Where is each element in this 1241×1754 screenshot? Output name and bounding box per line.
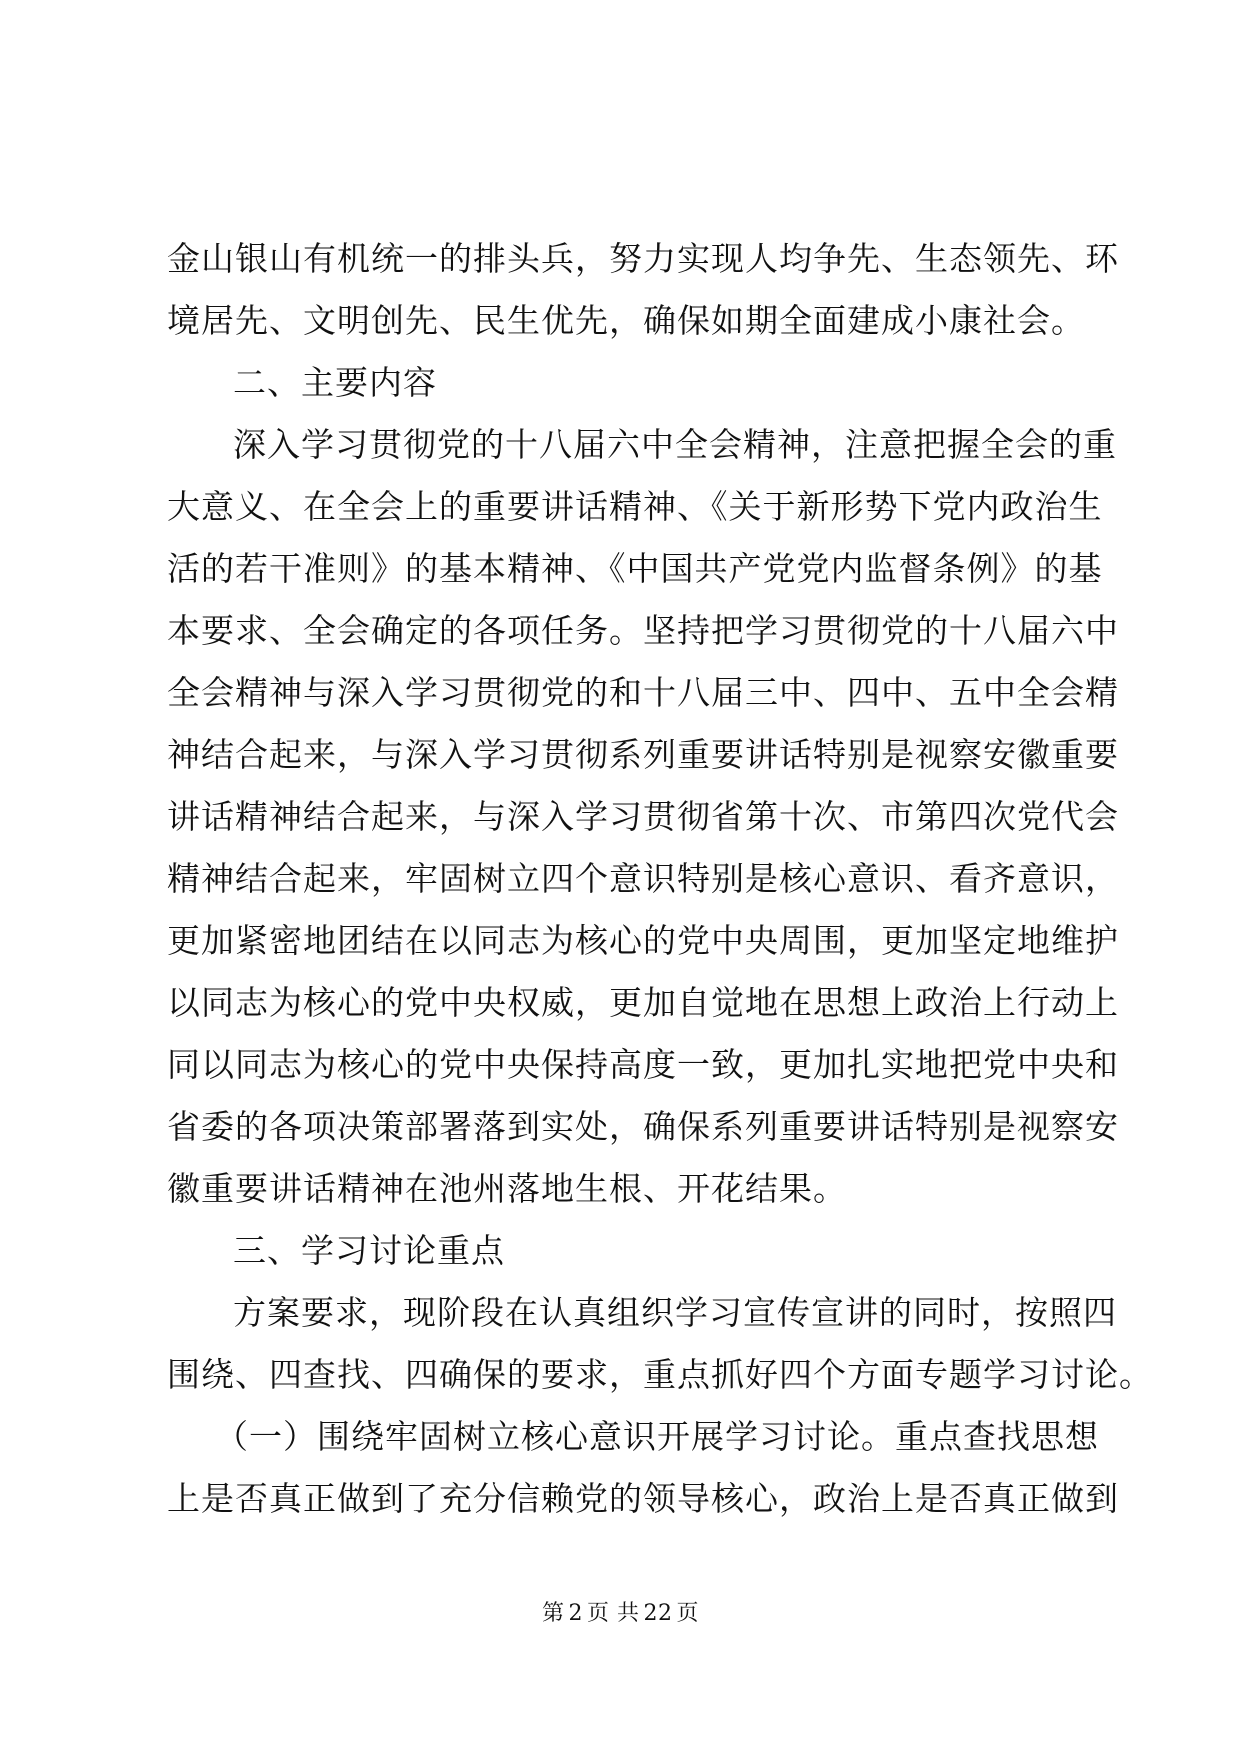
- text-line: 围绕、四查找、四确保的要求，重点抓好四个方面专题学习讨论。: [167, 1355, 1153, 1394]
- section-heading: 二、主要内容: [233, 363, 437, 402]
- text-line: 方案要求，现阶段在认真组织学习宣传宣讲的同时，按照四: [233, 1293, 1117, 1332]
- text-line: 以同志为核心的党中央权威，更加自觉地在思想上政治上行动上: [167, 983, 1119, 1022]
- text-line: 精神结合起来，牢固树立四个意识特别是核心意识、看齐意识，: [167, 859, 1119, 898]
- total-pages-number: 22: [643, 1601, 673, 1626]
- text-line: 本要求、全会确定的各项任务。坚持把学习贯彻党的十八届六中: [167, 611, 1119, 650]
- page-label-prefix: 第: [541, 1601, 565, 1626]
- text-line: 活的若干准则》的基本精神、《中国共产党党内监督条例》的基: [167, 549, 1103, 588]
- text-line: 更加紧密地团结在以同志为核心的党中央周围，更加坚定地维护: [167, 921, 1119, 960]
- text-line: 神结合起来，与深入学习贯彻系列重要讲话特别是视察安徽重要: [167, 735, 1119, 774]
- text-line: 省委的各项决策部署落到实处，确保系列重要讲话特别是视察安: [167, 1107, 1119, 1146]
- current-page-number: 2: [568, 1601, 583, 1626]
- text-line: 境居先、文明创先、民生优先，确保如期全面建成小康社会。: [167, 301, 1085, 340]
- page-footer: [0, 1596, 1241, 1627]
- document-body: [167, 228, 1153, 1530]
- text-line: 上是否真正做到了充分信赖党的领导核心，政治上是否真正做到: [167, 1479, 1119, 1518]
- page-label-suffix: 页: [676, 1601, 700, 1626]
- section-heading: 三、学习讨论重点: [233, 1231, 505, 1270]
- text-line: 大意义、在全会上的重要讲话精神、《关于新形势下党内政治生: [167, 487, 1103, 526]
- text-line: 全会精神与深入学习贯彻党的和十八届三中、四中、五中全会精: [167, 673, 1119, 712]
- text-line: 徽重要讲话精神在池州落地生根、开花结果。: [167, 1169, 847, 1208]
- text-line: 金山银山有机统一的排头兵，努力实现人均争先、生态领先、环: [167, 239, 1119, 278]
- text-line: 深入学习贯彻党的十八届六中全会精神，注意把握全会的重: [233, 425, 1117, 464]
- text-line: 讲话精神结合起来，与深入学习贯彻省第十次、市第四次党代会: [167, 797, 1119, 836]
- text-line: 同以同志为核心的党中央保持高度一致，更加扎实地把党中央和: [167, 1045, 1119, 1084]
- subsection-paragraph: （一）围绕牢固树立核心意识开展学习讨论。重点查找思想: [215, 1417, 1099, 1456]
- page-label-mid: 页 共: [587, 1601, 640, 1626]
